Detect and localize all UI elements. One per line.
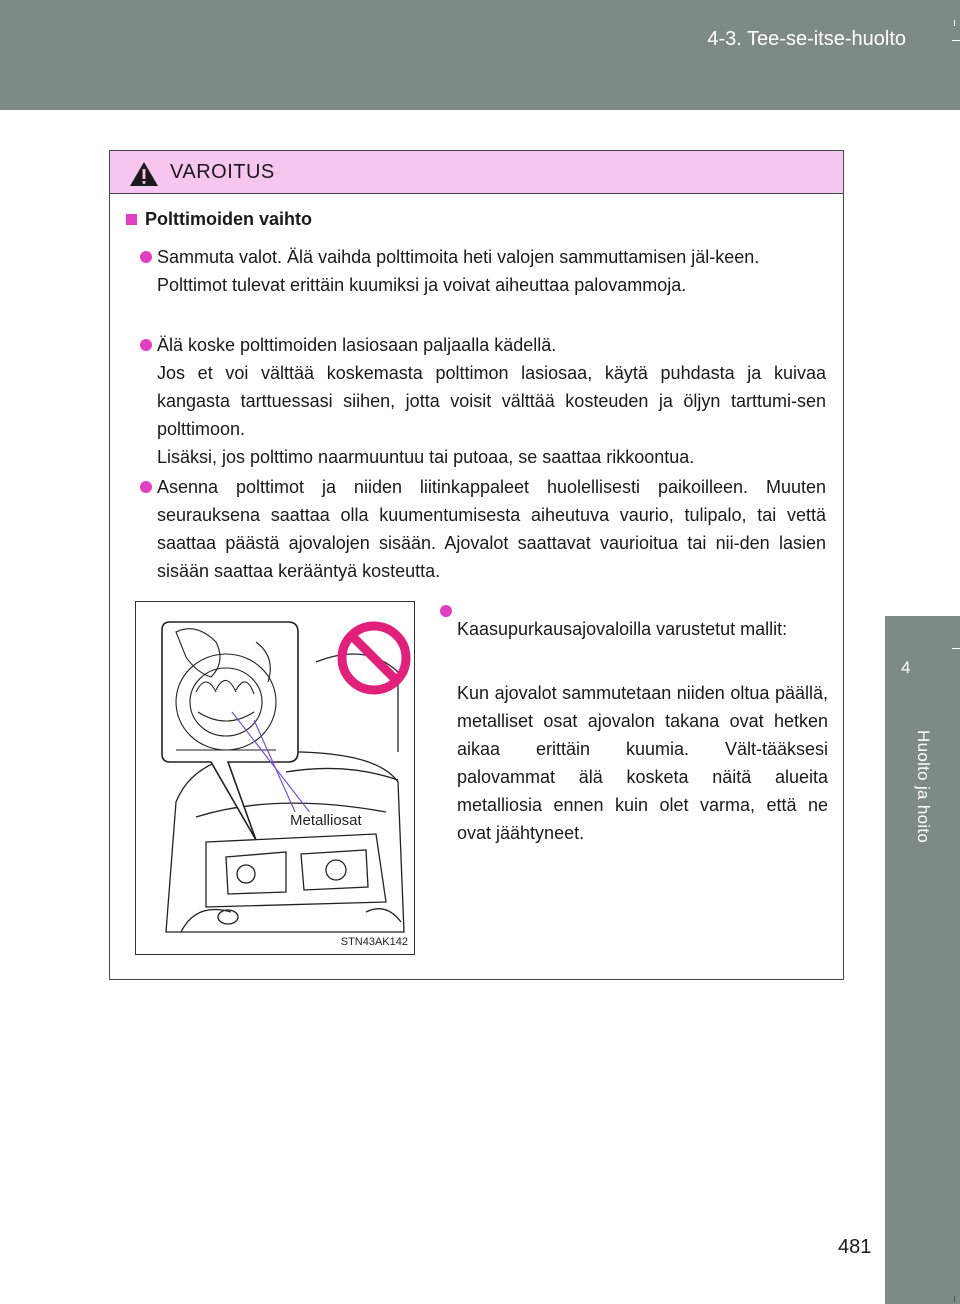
side-note-text: Kun ajovalot sammutetaan niiden oltua päällä, metalliset osat ajovalon takana ovat hetken aikaa erittäin kuumia. Vält-tääksesi palovammat älä kosketa näitä alueita metalliosia ennen kuin olet varma, että ne ovat jäähtyneet. (457, 683, 828, 843)
warning-header (110, 151, 843, 194)
bullet-dot-icon (140, 251, 152, 263)
chapter-title: Huolto ja hoito (914, 730, 933, 844)
crop-mark (954, 1296, 955, 1302)
crop-mark (954, 20, 955, 26)
crop-mark (952, 40, 960, 41)
bullet-line: Lisäksi, jos polttimo naarmuuntuu tai putoaa, se saattaa rikkoontua. (157, 447, 695, 467)
bullet-line: Sammuta valot. Älä vaihda polttimoita heti valojen sammuttamisen jäl-keen. (157, 247, 760, 267)
warning-title: VAROITUS (170, 161, 275, 183)
bullet-line: Polttimot tulevat erittäin kuumiksi ja voivat aiheuttaa palovammoja. (157, 275, 687, 295)
warning-triangle-icon (129, 161, 159, 187)
engine-illustration (135, 601, 415, 955)
bullet-dot-icon (140, 481, 152, 493)
page-number: 481 (838, 1236, 872, 1258)
bullet-line: Älä koske polttimoiden lasiosaan paljaalla kädellä. (157, 335, 557, 355)
engine-bay-drawing (136, 602, 414, 954)
chapter-tab (885, 616, 960, 716)
side-note (440, 597, 828, 865)
bullet-dot-icon (140, 339, 152, 351)
header-band (0, 0, 960, 110)
section-heading-text: Polttimoiden vaihto (145, 209, 313, 229)
bullet-dot-icon (440, 605, 452, 617)
bullet-item (140, 243, 826, 299)
section-heading (126, 209, 312, 230)
section-title: 4-3. Tee-se-itse-huolto (707, 28, 906, 50)
crop-mark (952, 648, 960, 649)
square-bullet-icon (126, 214, 137, 225)
image-code: STN43AK142 (340, 936, 408, 948)
chapter-number: 4 (901, 658, 911, 677)
bullet-line: Asenna polttimot ja niiden liitinkappaleet huolellisesti paikoilleen. Muuten seurauksena saattaa olla kuumentumisesta aiheutuva vaurio, tulipalo, tai vettä saattaa päästä ajovalojen sisään. Ajovalot saattavat vaurioitua tai nii-den lasien sisään saattaa kerääntyä kosteutta. (157, 477, 826, 581)
side-note-heading: Kaasupurkausajovaloilla varustetut mallit: (457, 619, 788, 639)
bullet-line: Jos et voi välttää koskemasta polttimon lasiosaa, käytä puhdasta ja kuivaa kangasta tarttuessasi siihen, jotta voisit välttää kosteuden ja öljyn tarttumi-sen polttimoon. (157, 363, 826, 439)
chapter-side-band (885, 716, 960, 1304)
warning-box (109, 150, 844, 980)
callout-label: Metalliosat (290, 812, 362, 829)
bullet-item (140, 473, 826, 585)
bullet-item (140, 331, 826, 471)
